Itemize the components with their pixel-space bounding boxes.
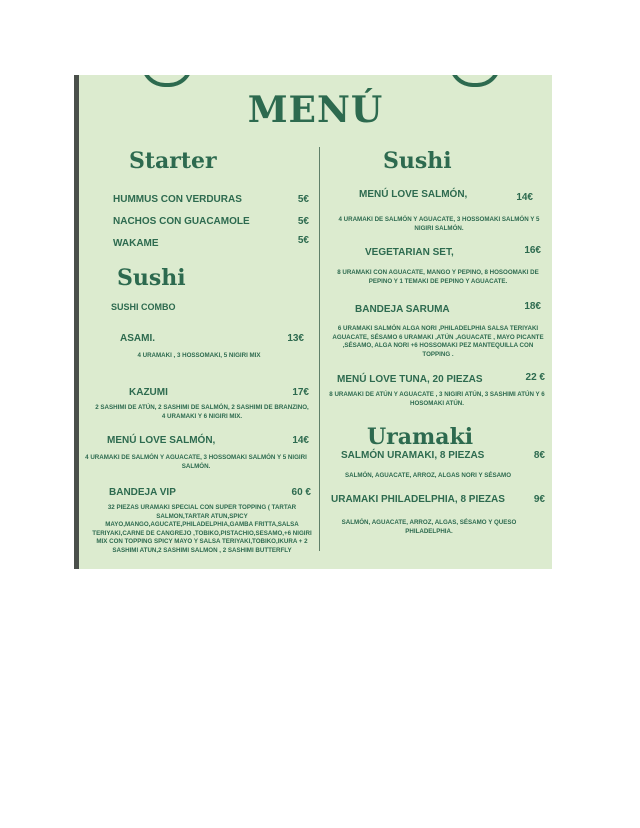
decorative-shape: [449, 75, 501, 87]
combo-item-description: 2 SASHIMI DE ATÚN, 2 SASHIMI DE SALMÓN, 2 SASHIMI DE BRANZINO, 4 URAMAKI Y 6 NIGIRI MIX.: [95, 404, 309, 420]
sushi-item-name: MENÚ LOVE SALMÓN,: [359, 189, 468, 200]
decorative-shape: [141, 75, 193, 87]
starter-item-price: 5€: [297, 235, 309, 246]
combo-item-price: 17€: [292, 387, 309, 398]
sushi-item-description: 6 URAMAKI SALMÓN ALGA NORI ,PHILADELPHIA SALSA TERIYAKI AGUACATE, SÉSAMO 6 URAMAKI ,ATÚN ,AGUACATE , MAYO PICANTE ,SÉSAMO, ALGA NORI +6 HOSSOMAKI PEZ MANTEQUILLA CON TOPPING .: [332, 325, 544, 358]
uramaki-heading: Uramaki: [367, 424, 474, 450]
combo-item-name: MENÚ LOVE SALMÓN,: [107, 435, 216, 446]
sushi-item-price: 18€: [524, 301, 541, 312]
starter-heading: Starter: [129, 148, 217, 174]
combo-item-description: 4 URAMAKI , 3 HOSSOMAKI, 5 NIGIRI MIX: [137, 352, 261, 359]
starter-item-name: NACHOS CON GUACAMOLE: [113, 216, 250, 227]
column-divider: [319, 147, 320, 551]
combo-item-description: 4 URAMAKI DE SALMÓN Y AGUACATE, 3 HOSSOMAKI SALMÓN Y 5 NIGIRI SALMÓN.: [85, 454, 307, 470]
combo-item-name: KAZUMI: [129, 387, 168, 398]
sushi-item-name: VEGETARIAN SET,: [365, 247, 454, 258]
uramaki-item-name: URAMAKI PHILADELPHIA, 8 PIEZAS: [331, 494, 505, 505]
starter-item-price: 5€: [297, 216, 309, 227]
uramaki-item-description: SALMÓN, AGUACATE, ARROZ, ALGAS, SÉSAMO Y QUESO PHILADELPHIA.: [341, 519, 517, 535]
sushi-item-description: 8 URAMAKI DE ATÚN Y AGUACATE , 3 NIGIRI ATÚN, 3 SASHIMI ATÚN Y 6 HOSOMAKI ATÚN.: [329, 391, 545, 407]
sushi-item-description: 8 URAMAKI CON AGUACATE, MANGO Y PEPINO, 8 HOSOOMAKI DE PEPINO Y 1 TEMAKI DE PEPINO Y AGUACATE.: [337, 269, 539, 285]
menu-title: MENÚ: [247, 89, 384, 131]
sushi-item-price: 16€: [524, 245, 541, 256]
starter-item-name: WAKAME: [113, 238, 159, 249]
combo-item-name: ASAMI.: [120, 333, 155, 344]
sushi-heading-right: Sushi: [383, 148, 452, 174]
sushi-item-description: 4 URAMAKI DE SALMÓN Y AGUACATE, 3 HOSSOMAKI SALMÓN Y 5 NIGIRI SALMÓN.: [338, 216, 540, 232]
sushi-item-price: 22 €: [525, 372, 545, 383]
uramaki-item-name: SALMÓN URAMAKI, 8 PIEZAS: [341, 450, 485, 461]
sushi-item-name: MENÚ LOVE TUNA, 20 PIEZAS: [337, 374, 483, 385]
sushi-heading: Sushi: [117, 265, 186, 291]
starter-item-price: 5€: [297, 194, 309, 205]
sushi-combo-label: SUSHI COMBO: [111, 302, 176, 312]
sushi-item-price: 14€: [516, 192, 533, 203]
uramaki-item-price: 8€: [533, 450, 545, 461]
combo-item-name: BANDEJA VIP: [109, 487, 176, 498]
starter-item-name: HUMMUS CON VERDURAS: [113, 194, 242, 205]
combo-item-description: 32 PIEZAS URAMAKI SPECIAL CON SUPER TOPPING ( TARTAR SALMON,TARTAR ATUN,SPICY MAYO,MANGO,AGUCATE,PHILADELPHIA,GAMBA FRITTA,SALSA TERIYAKI,CARNE DE CANGREJO ,TOBIKO,PISTACHIO,SESAMO,+6 NIGIRI MIX CON TOPPING SPICY MAYO Y SALSA TERIYAKI,TOBIKO,IKURA + 2 SASHIMI ATUN,2 SASHIMI SALMON , 2 SASHIMI BUTTERFLY: [92, 504, 312, 554]
uramaki-item-price: 9€: [533, 494, 545, 505]
menu-card: [74, 75, 552, 569]
combo-item-price: 14€: [292, 435, 309, 446]
sushi-item-name: BANDEJA SARUMA: [355, 304, 450, 315]
uramaki-item-description: SALMÓN, AGUACATE, ARROZ, ALGAS NORI Y SÉSAMO: [344, 472, 512, 479]
combo-item-price: 60 €: [291, 487, 311, 498]
combo-item-price: 13€: [287, 333, 304, 344]
